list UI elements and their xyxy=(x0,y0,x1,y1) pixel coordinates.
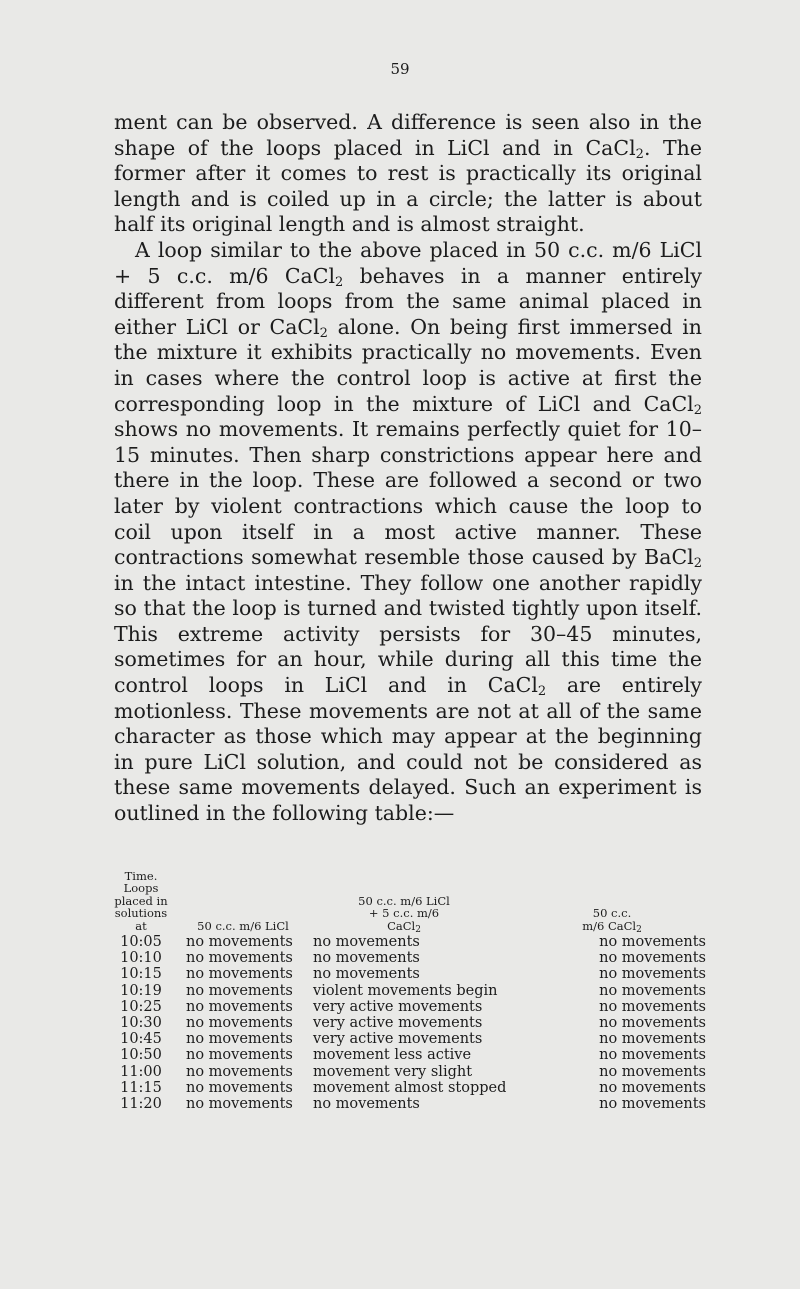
time-cell: 10:50 xyxy=(120,1047,162,1064)
cacl2-cell: no movements xyxy=(599,998,706,1015)
table-body xyxy=(108,934,708,1112)
cacl2-cell: no movements xyxy=(599,950,706,967)
cacl2-cell: no movements xyxy=(599,982,706,999)
mixture-cell: no movements xyxy=(313,950,420,967)
header-cacl2: 50 c.c. m/6 CaCl$_2$ xyxy=(582,906,642,935)
table-row xyxy=(108,999,708,1015)
licl-cell: no movements xyxy=(186,1095,293,1112)
table-header xyxy=(108,868,708,935)
licl-cell: no movements xyxy=(186,934,293,950)
table-row xyxy=(108,1031,708,1047)
table-row xyxy=(108,1080,708,1096)
table-row xyxy=(108,934,708,950)
page-number: 59 xyxy=(390,60,410,78)
cacl2-cell: no movements xyxy=(599,1095,706,1112)
cacl2-cell: no movements xyxy=(599,1063,706,1080)
header-time: Time. Loops placed in solutions at xyxy=(114,868,168,933)
cacl2-cell: no movements xyxy=(599,934,706,950)
cacl2-cell: no movements xyxy=(599,1047,706,1064)
mixture-cell: movement almost stopped xyxy=(313,1079,507,1096)
experiment-table xyxy=(108,868,708,1112)
licl-cell: no movements xyxy=(186,950,293,967)
cacl2-cell: no movements xyxy=(599,966,706,983)
time-cell: 10:19 xyxy=(120,982,162,999)
licl-cell: no movements xyxy=(186,966,293,983)
licl-cell: no movements xyxy=(186,982,293,999)
mixture-cell: no movements xyxy=(313,1095,420,1112)
header-mixture: 50 c.c. m/6 LiCl + 5 c.c. m/6 CaCl$_2$ xyxy=(358,893,450,935)
table-row xyxy=(108,1047,708,1063)
cacl2-cell: no movements xyxy=(599,1079,706,1096)
mixture-cell: violent movements begin xyxy=(313,982,498,999)
cacl2-cell: no movements xyxy=(599,1014,706,1031)
licl-cell: no movements xyxy=(186,1063,293,1080)
mixture-cell: very active movements xyxy=(313,1014,483,1031)
cacl2-cell: no movements xyxy=(599,1031,706,1048)
mixture-cell: very active movements xyxy=(313,998,483,1015)
time-cell: 11:15 xyxy=(120,1079,162,1096)
licl-cell: no movements xyxy=(186,1014,293,1031)
table-row xyxy=(108,1096,708,1112)
time-cell: 10:45 xyxy=(120,1031,162,1048)
mixture-cell: no movements xyxy=(313,934,420,950)
mixture-cell: movement very slight xyxy=(313,1063,473,1080)
licl-cell: no movements xyxy=(186,998,293,1015)
time-cell: 10:15 xyxy=(120,966,162,983)
time-cell: 10:10 xyxy=(120,950,162,967)
licl-cell: no movements xyxy=(186,1047,293,1064)
header-licl: 50 c.c. m/6 LiCl xyxy=(197,918,289,933)
time-cell: 11:00 xyxy=(120,1063,162,1080)
licl-cell: no movements xyxy=(186,1079,293,1096)
licl-cell: no movements xyxy=(186,1031,293,1048)
mixture-cell: no movements xyxy=(313,966,420,983)
time-cell: 10:05 xyxy=(120,934,162,950)
time-cell: 11:20 xyxy=(120,1095,162,1112)
table-row xyxy=(108,983,708,999)
mixture-cell: very active movements xyxy=(313,1031,483,1048)
mixture-cell: movement less active xyxy=(313,1047,472,1064)
time-cell: 10:30 xyxy=(120,1014,162,1031)
paragraph-2: A loop similar to the above placed in 50 c.c. m/6 LiCl + 5 c.c. m/6 CaCl$_2$ behaves in a manner entirely different from loops from the same animal placed in either LiCl or CaCl$_2$ alone. On being first immersed in the mixture it exhibits practically no movements. Even in cases where the control loop is active at first the corresponding loop in the mixture of LiCl and CaCl$_2$ shows no movements. It remains perfectly quiet for 10–15 minutes. Then sharp constrictions appear here and there in the loop. These are followed a second or two later by violent contractions which cause the loop to coil upon itself in a most active manner. These contractions somewhat resemble those caused by BaCl$_2$ in the intact intestine. They follow one another rapidly so that the loop is turned and twisted tightly upon itself. This extreme activity persists for 30–45 minutes, sometimes for an hour, while during all this time the control loops in LiCl and in CaCl$_2$ are entirely motionless. These movements are not at all of the same character as those which may appear at the beginning in pure LiCl solution, and could not be considered as these same movements delayed. Such an experiment is outlined in the following table:— xyxy=(114,237,702,826)
table-row xyxy=(108,1015,708,1031)
table-row xyxy=(108,950,708,966)
body-text xyxy=(114,110,702,827)
time-cell: 10:25 xyxy=(120,998,162,1015)
table-row xyxy=(108,966,708,982)
table-row xyxy=(108,1064,708,1080)
paragraph-1: ment can be observed. A difference is seen also in the shape of the loops placed in LiCl and in CaCl$_2$. The former after it comes to rest is practically its original length and is coiled up in a circle; the latter is about half its original length and is almost straight. xyxy=(114,110,702,237)
